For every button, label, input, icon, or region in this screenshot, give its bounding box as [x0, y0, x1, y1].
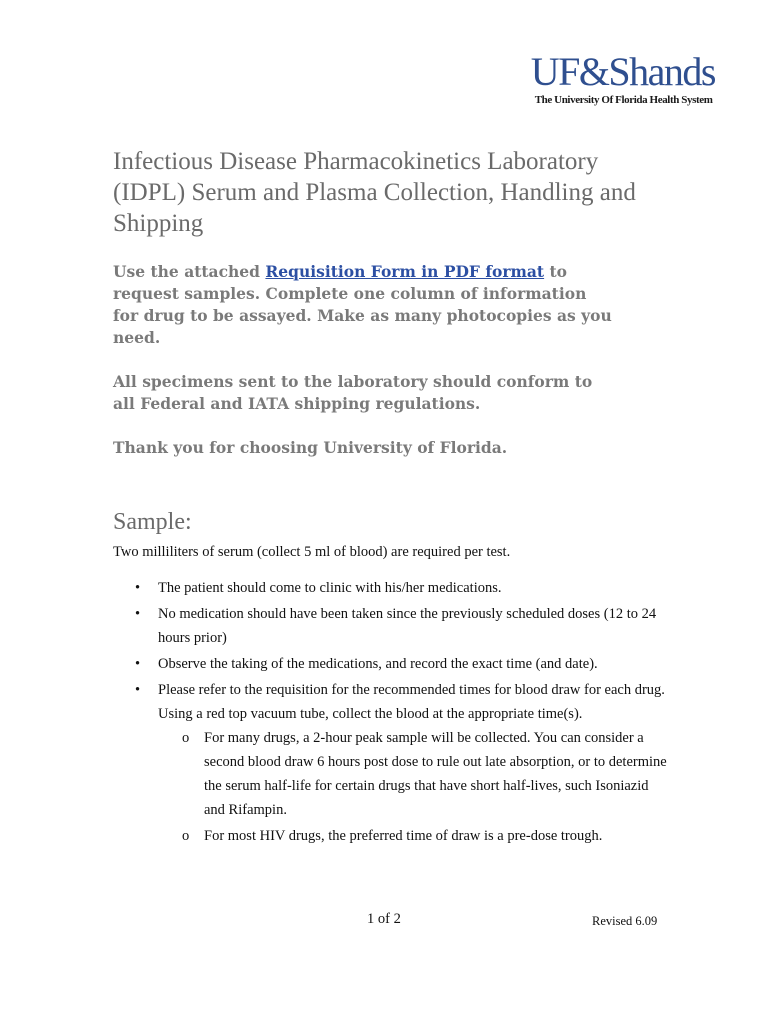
intro-text-prefix: Use the attached — [113, 262, 266, 281]
revision-date: Revised 6.09 — [592, 914, 658, 928]
intro-section — [113, 261, 613, 481]
sample-heading: Sample: — [113, 509, 192, 535]
sample-bullet-list — [113, 576, 673, 848]
sample-section — [113, 540, 673, 850]
logo-subtitle: The University Of Florida Health System — [534, 94, 713, 106]
intro-paragraph-regulations: All specimens sent to the laboratory should conform to all Federal and IATA shipping regulations. — [113, 372, 593, 413]
sub-list-item: o For many drugs, a 2-hour peak sample will be collected. You can consider a second blood draw 6 hours post dose to rule out late absorption, or to determine the serum half-life for certain drugs that have short half-lives, such Isoniazid and Rifampin. — [158, 726, 673, 822]
uf-shands-logo — [530, 49, 715, 106]
requisition-form-link[interactable]: Requisition Form in PDF format — [265, 262, 545, 281]
list-item: • Observe the taking of the medications, and record the exact time (and date). — [113, 652, 673, 676]
list-item-text: Please refer to the requisition for the recommended times for blood draw for each drug. Using a red top vacuum tube, collect the blood at the appropriate time(s). — [158, 682, 665, 722]
list-item-with-sublist — [113, 678, 673, 848]
logo-wordmark: UF&Shands — [530, 49, 715, 94]
sample-sub-bullet-list — [158, 726, 673, 848]
sample-lead: Two milliliters of serum (collect 5 ml of blood) are required per test. — [113, 544, 511, 560]
list-item: • The patient should come to clinic with his/her medications. — [113, 576, 673, 600]
intro-paragraph-requisition — [113, 261, 613, 349]
list-item: • No medication should have been taken since the previously scheduled doses (12 to 24 hours prior) — [113, 602, 673, 650]
page-number: 1 of 2 — [367, 911, 401, 927]
sub-list-item: o For most HIV drugs, the preferred time of draw is a pre-dose trough. — [158, 824, 673, 848]
intro-text-suffix: to request samples. Complete one column of information for drug to be assayed. Make as many photocopies as you need. — [113, 262, 612, 347]
document-title: Infectious Disease Pharmacokinetics Laboratory (IDPL) Serum and Plasma Collection, Handling and Shipping — [113, 148, 636, 237]
intro-paragraph-thanks: Thank you for choosing University of Florida. — [113, 438, 508, 457]
